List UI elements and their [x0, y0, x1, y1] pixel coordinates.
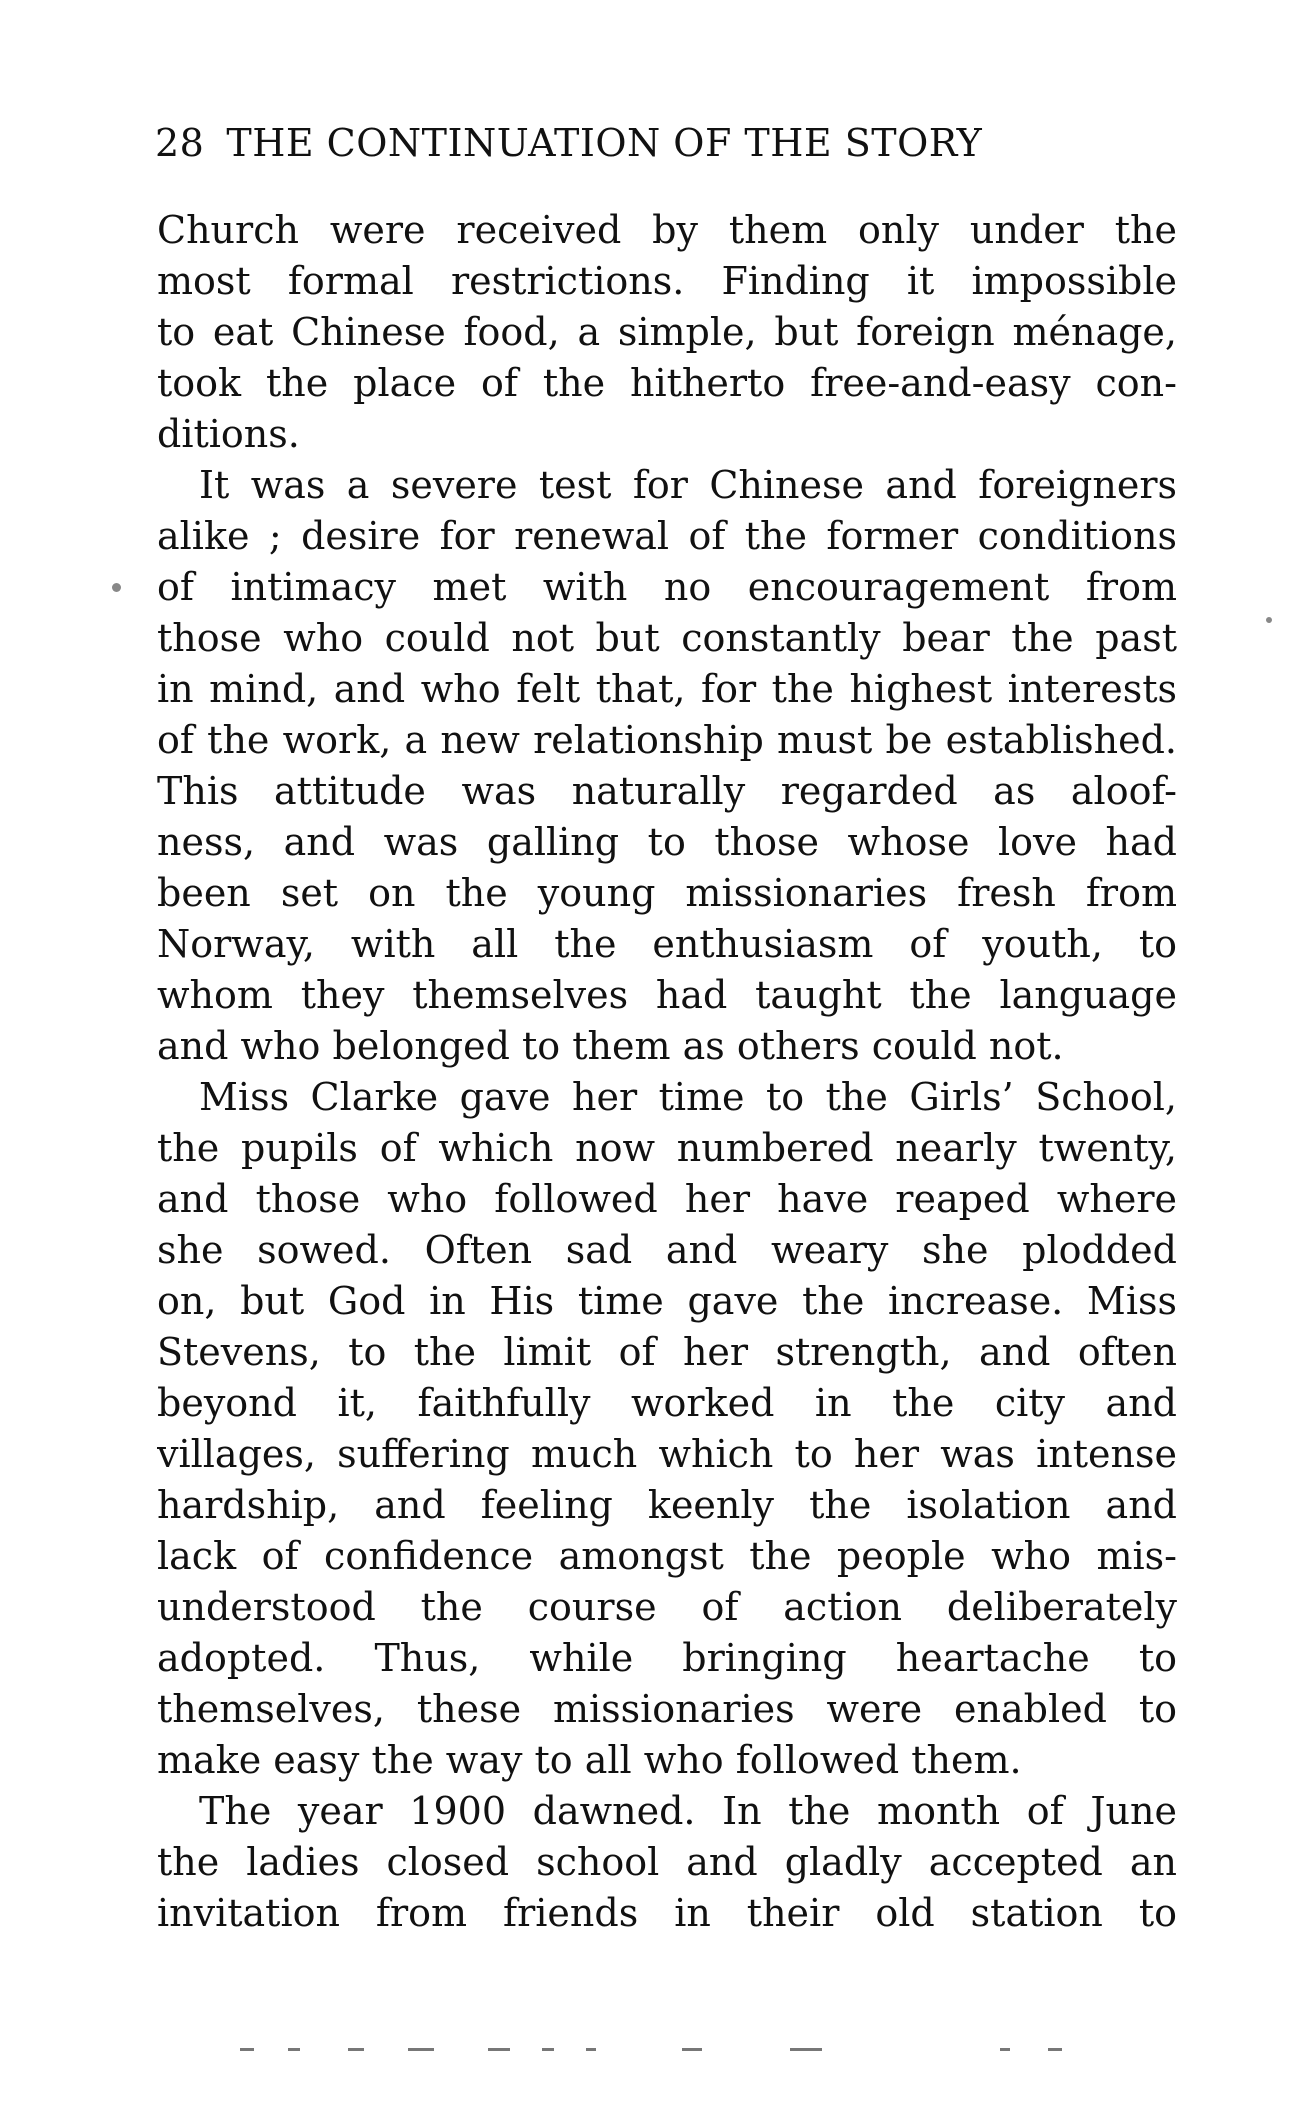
text-line: whom they themselves had taught the language	[157, 973, 1177, 1017]
text-line: most formal restrictions. Finding it impossible	[157, 259, 1177, 303]
text-line: Church were received by them only under the	[157, 208, 1177, 252]
text-line: Norway, with all the enthusiasm of youth, to	[157, 922, 1177, 966]
text-line: the ladies closed school and gladly accepted an	[157, 1840, 1177, 1884]
text-line: alike ; desire for renewal of the former conditions	[157, 514, 1177, 558]
text-line: adopted. Thus, while bringing heartache to	[157, 1636, 1177, 1680]
bleed-through-marks	[230, 2042, 1070, 2056]
bleed-mark	[488, 2048, 510, 2051]
text-line: This attitude was naturally regarded as aloof-	[157, 769, 1177, 813]
bleed-mark	[1000, 2048, 1010, 2051]
bleed-mark	[348, 2048, 364, 2051]
text-line: lack of confidence amongst the people who mis-	[157, 1534, 1177, 1578]
text-line: been set on the young missionaries fresh from	[157, 871, 1177, 915]
text-line: in mind, and who felt that, for the highest interests	[157, 667, 1177, 711]
text-line: understood the course of action deliberately	[157, 1585, 1177, 1629]
bleed-mark	[408, 2048, 434, 2051]
text-line: themselves, these missionaries were enabled to	[157, 1687, 1177, 1731]
text-line: the pupils of which now numbered nearly twenty,	[157, 1126, 1177, 1170]
bleed-mark	[240, 2048, 254, 2051]
text-line: those who could not but constantly bear the past	[157, 616, 1177, 660]
bleed-mark	[1048, 2048, 1062, 2051]
text-line: villages, suffering much which to her was intense	[157, 1432, 1177, 1476]
ink-speck	[112, 583, 121, 592]
text-line: ness, and was galling to those whose love had	[157, 820, 1177, 864]
running-title: THE CONTINUATION OF THE STORY	[226, 121, 983, 165]
page-number: 28	[155, 121, 205, 165]
text-line: to eat Chinese food, a simple, but foreign ménage,	[157, 310, 1177, 354]
text-line: on, but God in His time gave the increase. Miss	[157, 1279, 1177, 1323]
text-line: Miss Clarke gave her time to the Girls’ School,	[199, 1075, 1177, 1119]
text-line: Stevens, to the limit of her strength, and often	[157, 1330, 1177, 1374]
text-line: The year 1900 dawned. In the month of June	[199, 1789, 1177, 1833]
ink-speck	[1266, 617, 1272, 623]
running-head	[155, 118, 1175, 168]
bleed-mark	[790, 2048, 822, 2051]
text-line: make easy the way to all who followed them.	[157, 1738, 1022, 1782]
text-line: invitation from friends in their old station to	[157, 1891, 1177, 1935]
bleed-mark	[542, 2048, 554, 2051]
bleed-mark	[288, 2048, 300, 2051]
text-line: and who belonged to them as others could not.	[157, 1024, 1064, 1068]
bleed-mark	[682, 2048, 702, 2051]
text-line: ditions.	[157, 412, 300, 456]
text-line: and those who followed her have reaped where	[157, 1177, 1177, 1221]
bleed-mark	[586, 2048, 596, 2051]
text-line: beyond it, faithfully worked in the city and	[157, 1381, 1177, 1425]
text-line: of the work, a new relationship must be established.	[157, 718, 1177, 762]
text-line: of intimacy met with no encouragement from	[157, 565, 1177, 609]
text-line: It was a severe test for Chinese and foreigners	[199, 463, 1177, 507]
text-line: took the place of the hitherto free-and-easy con-	[157, 361, 1177, 405]
text-line: she sowed. Often sad and weary she plodded	[157, 1228, 1177, 1272]
body-text	[157, 205, 1177, 1939]
text-line: hardship, and feeling keenly the isolation and	[157, 1483, 1177, 1527]
